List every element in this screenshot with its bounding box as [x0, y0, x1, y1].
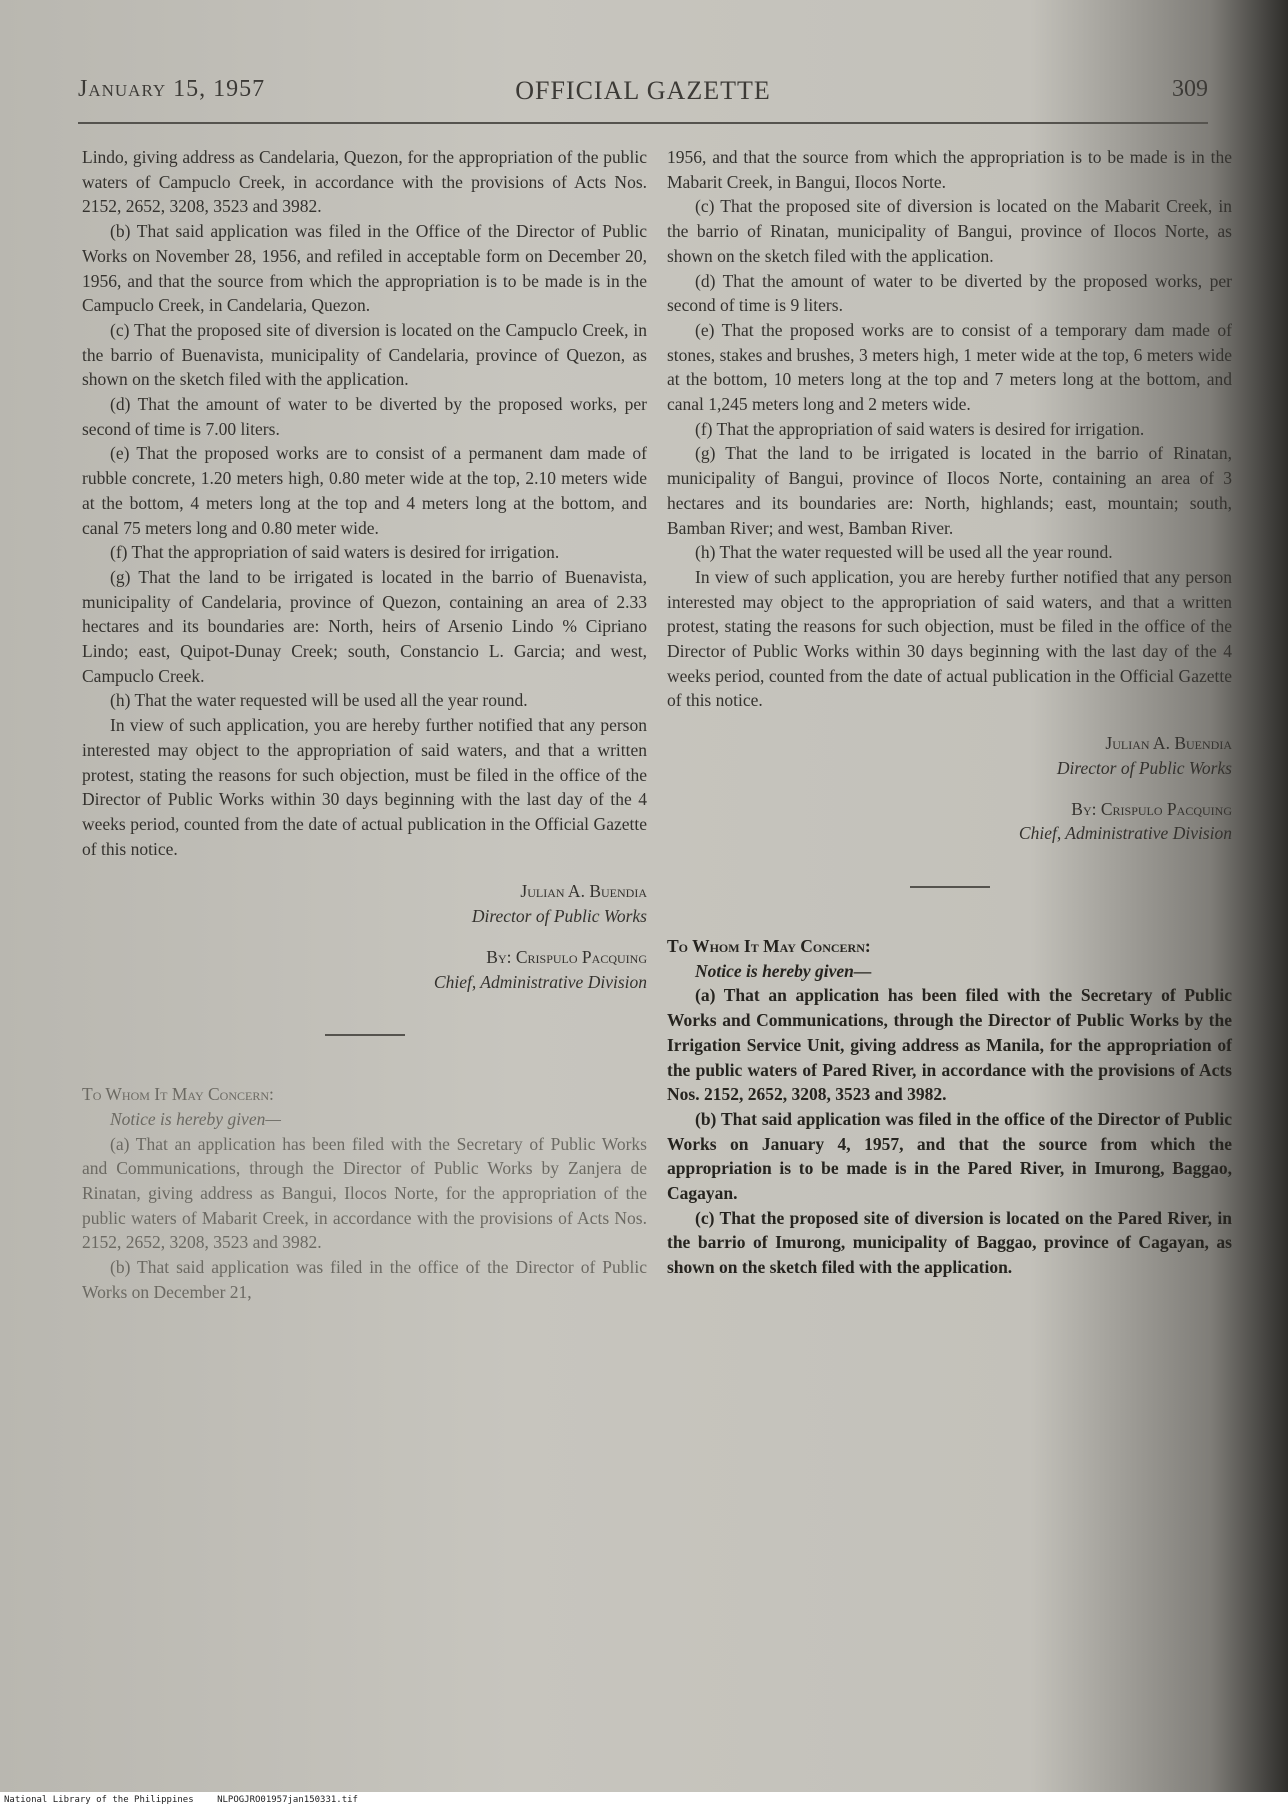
paragraph: (e) That the proposed works are to consist of a temporary dam made of stones, stakes and brushes, 3 meters high, 1 meter wide at the top, 6 meters wide at the bottom, 10 meters long at the top and 7 meters long at the bottom, and canal 1,245 meters long and 2 meters wide. — [667, 319, 1232, 415]
paragraph: (b) That said application was filed in the Office of the Director of Public Works on November 28, 1956, and refiled in acceptable form on December 20, 1956, and that the source from which the appropriation is to be made is in the Campuclo Creek, in Candelaria, Quezon. — [82, 221, 647, 316]
paragraph: In view of such application, you are hereby further notified that any person interested may object to the appropriation of said waters, and that a written protest, stating the reasons for such objection, must be filed in the office of the Director of Public Works within 30 days beginning with the last day of the 4 weeks period, counted from the date of actual publication in the Official Gazette of this notice. — [667, 566, 1232, 711]
signatory-by-title: Chief, Administrative Division — [433, 971, 647, 992]
paragraph: Lindo, giving address as Candelaria, Quezon, for the appropriation of the public waters of Campuclo Creek, in accordance with the provisions of Acts Nos. 2152, 2652, 3208, 3523 and 3982. — [82, 147, 647, 217]
notice-intro: Notice is hereby given— — [695, 960, 872, 981]
paragraph: (d) That the amount of water to be diverted by the proposed works, per second of time is 7.00 liters. — [82, 394, 647, 439]
paragraph: (h) That the water requested will be used all the year round. — [695, 542, 1113, 563]
salutation: To Whom It May Concern: — [82, 1084, 274, 1105]
paragraph: (d) That the amount of water to be diverted by the proposed works, per second of time is 9 liters. — [667, 270, 1232, 316]
paragraph: (g) That the land to be irrigated is located in the barrio of Rinatan, municipality of Bangui, province of Ilocos Norte, containing an area of 3 hectares and its boundaries are: North, highlands; east, mountain; south, Bamban River; and west, Bamban River. — [667, 443, 1232, 538]
library-label: National Library of the Philippines — [4, 1795, 194, 1805]
paragraph: (f) That the appropriation of said waters is desired for irrigation. — [110, 542, 560, 563]
notice-block — [82, 1082, 647, 1304]
paragraph: (a) That an application has been filed with the Secretary of Public Works and Communications, through the Director of Public Works by Zanjera de Rinatan, giving address as Bangui, Ilocos Norte, for the appropriation of the public waters of Mabarit Creek, in accordance with the provisions of Acts Nos. 2152, 2652, 3208, 3523 and 3982. — [82, 1133, 647, 1253]
paragraph: (f) That the appropriation of said waters is desired for irrigation. — [695, 418, 1145, 439]
signatory-title: Director of Public Works — [1056, 757, 1232, 778]
file-name: NLPOGJRO01957jan150331.tif — [217, 1795, 358, 1805]
signatory-by: By: Crispulo Pacquing — [486, 946, 647, 967]
section-divider — [325, 1034, 405, 1036]
paragraph: (c) That the proposed site of diversion is located on the Campuclo Creek, in the barrio of Buenavista, municipality of Candelaria, province of Quezon, as shown on the sketch filed with the application. — [82, 319, 647, 390]
section-divider — [910, 886, 990, 888]
paragraph: (a) That an application has been filed with the Secretary of Public Works and Communications, through the Director of Public Works by the Irrigation Service Unit, giving address as Manila, for the appropriation of the public waters of Pared River, in accordance with the provisions of Acts Nos. 2152, 2652, 3208, 3523 and 3982. — [667, 985, 1232, 1105]
paragraph: 1956, and that the source from which the appropriation is to be made is in the Mabarit Creek, in Bangui, Ilocos Norte. — [667, 147, 1232, 192]
signatory-by-title: Chief, Administrative Division — [1018, 823, 1232, 844]
signatory-title: Director of Public Works — [471, 906, 647, 927]
paragraph: (c) That the proposed site of diversion is located on the Pared River, in the barrio of Imurong, municipality of Baggao, province of Cagayan, as shown on the sketch filed with the application. — [667, 1207, 1232, 1278]
scan-footer — [0, 1792, 1288, 1808]
salutation: To Whom It May Concern: — [667, 935, 871, 956]
right-column — [667, 145, 1232, 1280]
header-rule — [78, 122, 1208, 124]
paragraph: In view of such application, you are hereby further notified that any person interested may object to the appropriation of said waters, and that a written protest, stating the reasons for such objection, must be filed in the office of the Director of Public Works within 30 days beginning with the last day of the 4 weeks period, counted from the date of actual publication in the Official Gazette of this notice. — [82, 715, 647, 859]
signatory-name: Julian A. Buendia — [1105, 733, 1232, 754]
notice-block — [667, 934, 1232, 1280]
signatory-by: By: Crispulo Pacquing — [1071, 798, 1232, 819]
signatory-name: Julian A. Buendia — [520, 881, 647, 902]
page-header — [78, 76, 1208, 116]
paragraph: (e) That the proposed works are to consist of a permanent dam made of rubble concrete, 1.20 meters high, 0.80 meter wide at the top, 2.10 meters wide at the bottom, 4 meters long at the top and 4 meters long at the bottom, and canal 75 meters long and 0.80 meter wide. — [82, 443, 647, 538]
issue-date: January 15, 1957 — [78, 76, 266, 102]
notice-intro: Notice is hereby given— — [110, 1108, 281, 1129]
page-number: 309 — [1172, 76, 1208, 102]
publication-title: OFFICIAL GAZETTE — [515, 76, 771, 105]
paragraph: (b) That said application was filed in the office of the Director of Public Works on January 4, 1957, and that the source from which the appropriation is to be made is in the Pared River, in Imurong, Baggao, Cagayan. — [667, 1108, 1232, 1204]
left-column — [82, 145, 647, 1305]
paragraph: (c) That the proposed site of diversion is located on the Mabarit Creek, in the barrio of Rinatan, municipality of Bangui, province of Ilocos Norte, as shown on the sketch filed with the application. — [667, 196, 1232, 266]
paragraph: (h) That the water requested will be used all the year round. — [110, 690, 528, 711]
paragraph: (b) That said application was filed in the office of the Director of Public Works on December 21, — [82, 1257, 647, 1302]
paragraph: (g) That the land to be irrigated is located in the barrio of Buenavista, municipality of Candelaria, province of Quezon, containing an area of 2.33 hectares and its boundaries are: North, heirs of Arsenio Lindo % Cipriano Lindo; east, Quipot-Dunay Creek; south, Constancio L. Garcia; and west, Campuclo Creek. — [82, 566, 647, 686]
